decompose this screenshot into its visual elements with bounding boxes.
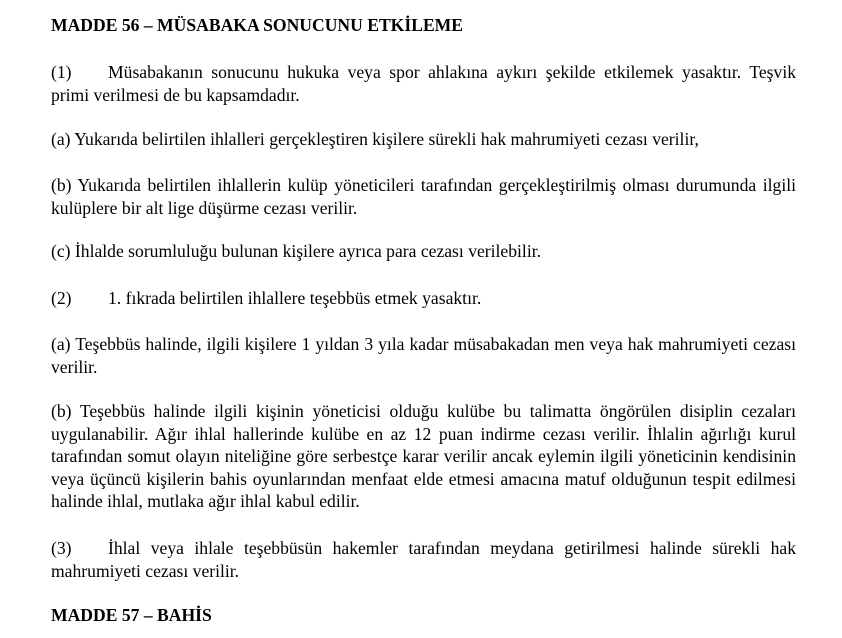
paragraph-1b: (b) Yukarıda belirtilen ihlallerin kulüp yöneticileri tarafından gerçekleştirilmiş olması durumunda ilgili kulüplere bir alt lige düşürme cezası verilir.	[51, 175, 796, 218]
paragraph-3	[51, 537, 796, 582]
paragraph-1	[51, 61, 796, 106]
paragraph-1a: (a) Yukarıda belirtilen ihlalleri gerçekleştiren kişilere sürekli hak mahrumiyeti cezası verilir,	[51, 129, 699, 149]
paragraph-1c: (c) İhlalde sorumluluğu bulunan kişilere ayrıca para cezası verilebilir.	[51, 241, 541, 261]
article-56-heading: MADDE 56 – MÜSABAKA SONUCUNU ETKİLEME	[51, 15, 464, 35]
paragraph-2b: (b) Teşebbüs halinde ilgili kişinin yöneticisi olduğu kulübe bu talimatta öngörülen disiplin cezaları uygulanabilir. Ağır ihlal hallerinde kulübe en az 12 puan indirme cezası verilir. İhlalin ağırlığı kurul tarafından somut olayın niteliğine göre serbestçe karar verilir ancak eylemin ilgili yöneticinin kendisinin veya üçüncü kişilerin bahis oyunlarından menfaat elde etmesi amacına matuf olduğunun tespit edilmesi halinde ihlal, mutlaka ağır ihlal kabul edilir.	[51, 401, 796, 512]
document-page	[51, 0, 796, 638]
paragraph-2-number: (2)	[51, 288, 72, 308]
paragraph-1-number: (1)	[51, 62, 72, 82]
paragraph-2-text: 1. fıkrada belirtilen ihlallere teşebbüs etmek yasaktır.	[108, 288, 482, 308]
paragraph-2a: (a) Teşebbüs halinde, ilgili kişilere 1 yıldan 3 yıla kadar müsabakadan men veya hak mahrumiyeti cezası verilir.	[51, 334, 796, 377]
paragraph-2	[51, 287, 796, 310]
paragraph-3-text: İhlal veya ihlale teşebbüsün hakemler tarafından meydana getirilmesi halinde sürekli hak mahrumiyeti cezası verilir.	[51, 538, 796, 581]
paragraph-3-number: (3)	[51, 538, 72, 558]
article-57-heading: MADDE 57 – BAHİS	[51, 605, 212, 625]
paragraph-1-text: Müsabakanın sonucunu hukuka veya spor ahlakına aykırı şekilde etkilemek yasaktır. Teşvik primi verilmesi de bu kapsamdadır.	[51, 62, 796, 105]
